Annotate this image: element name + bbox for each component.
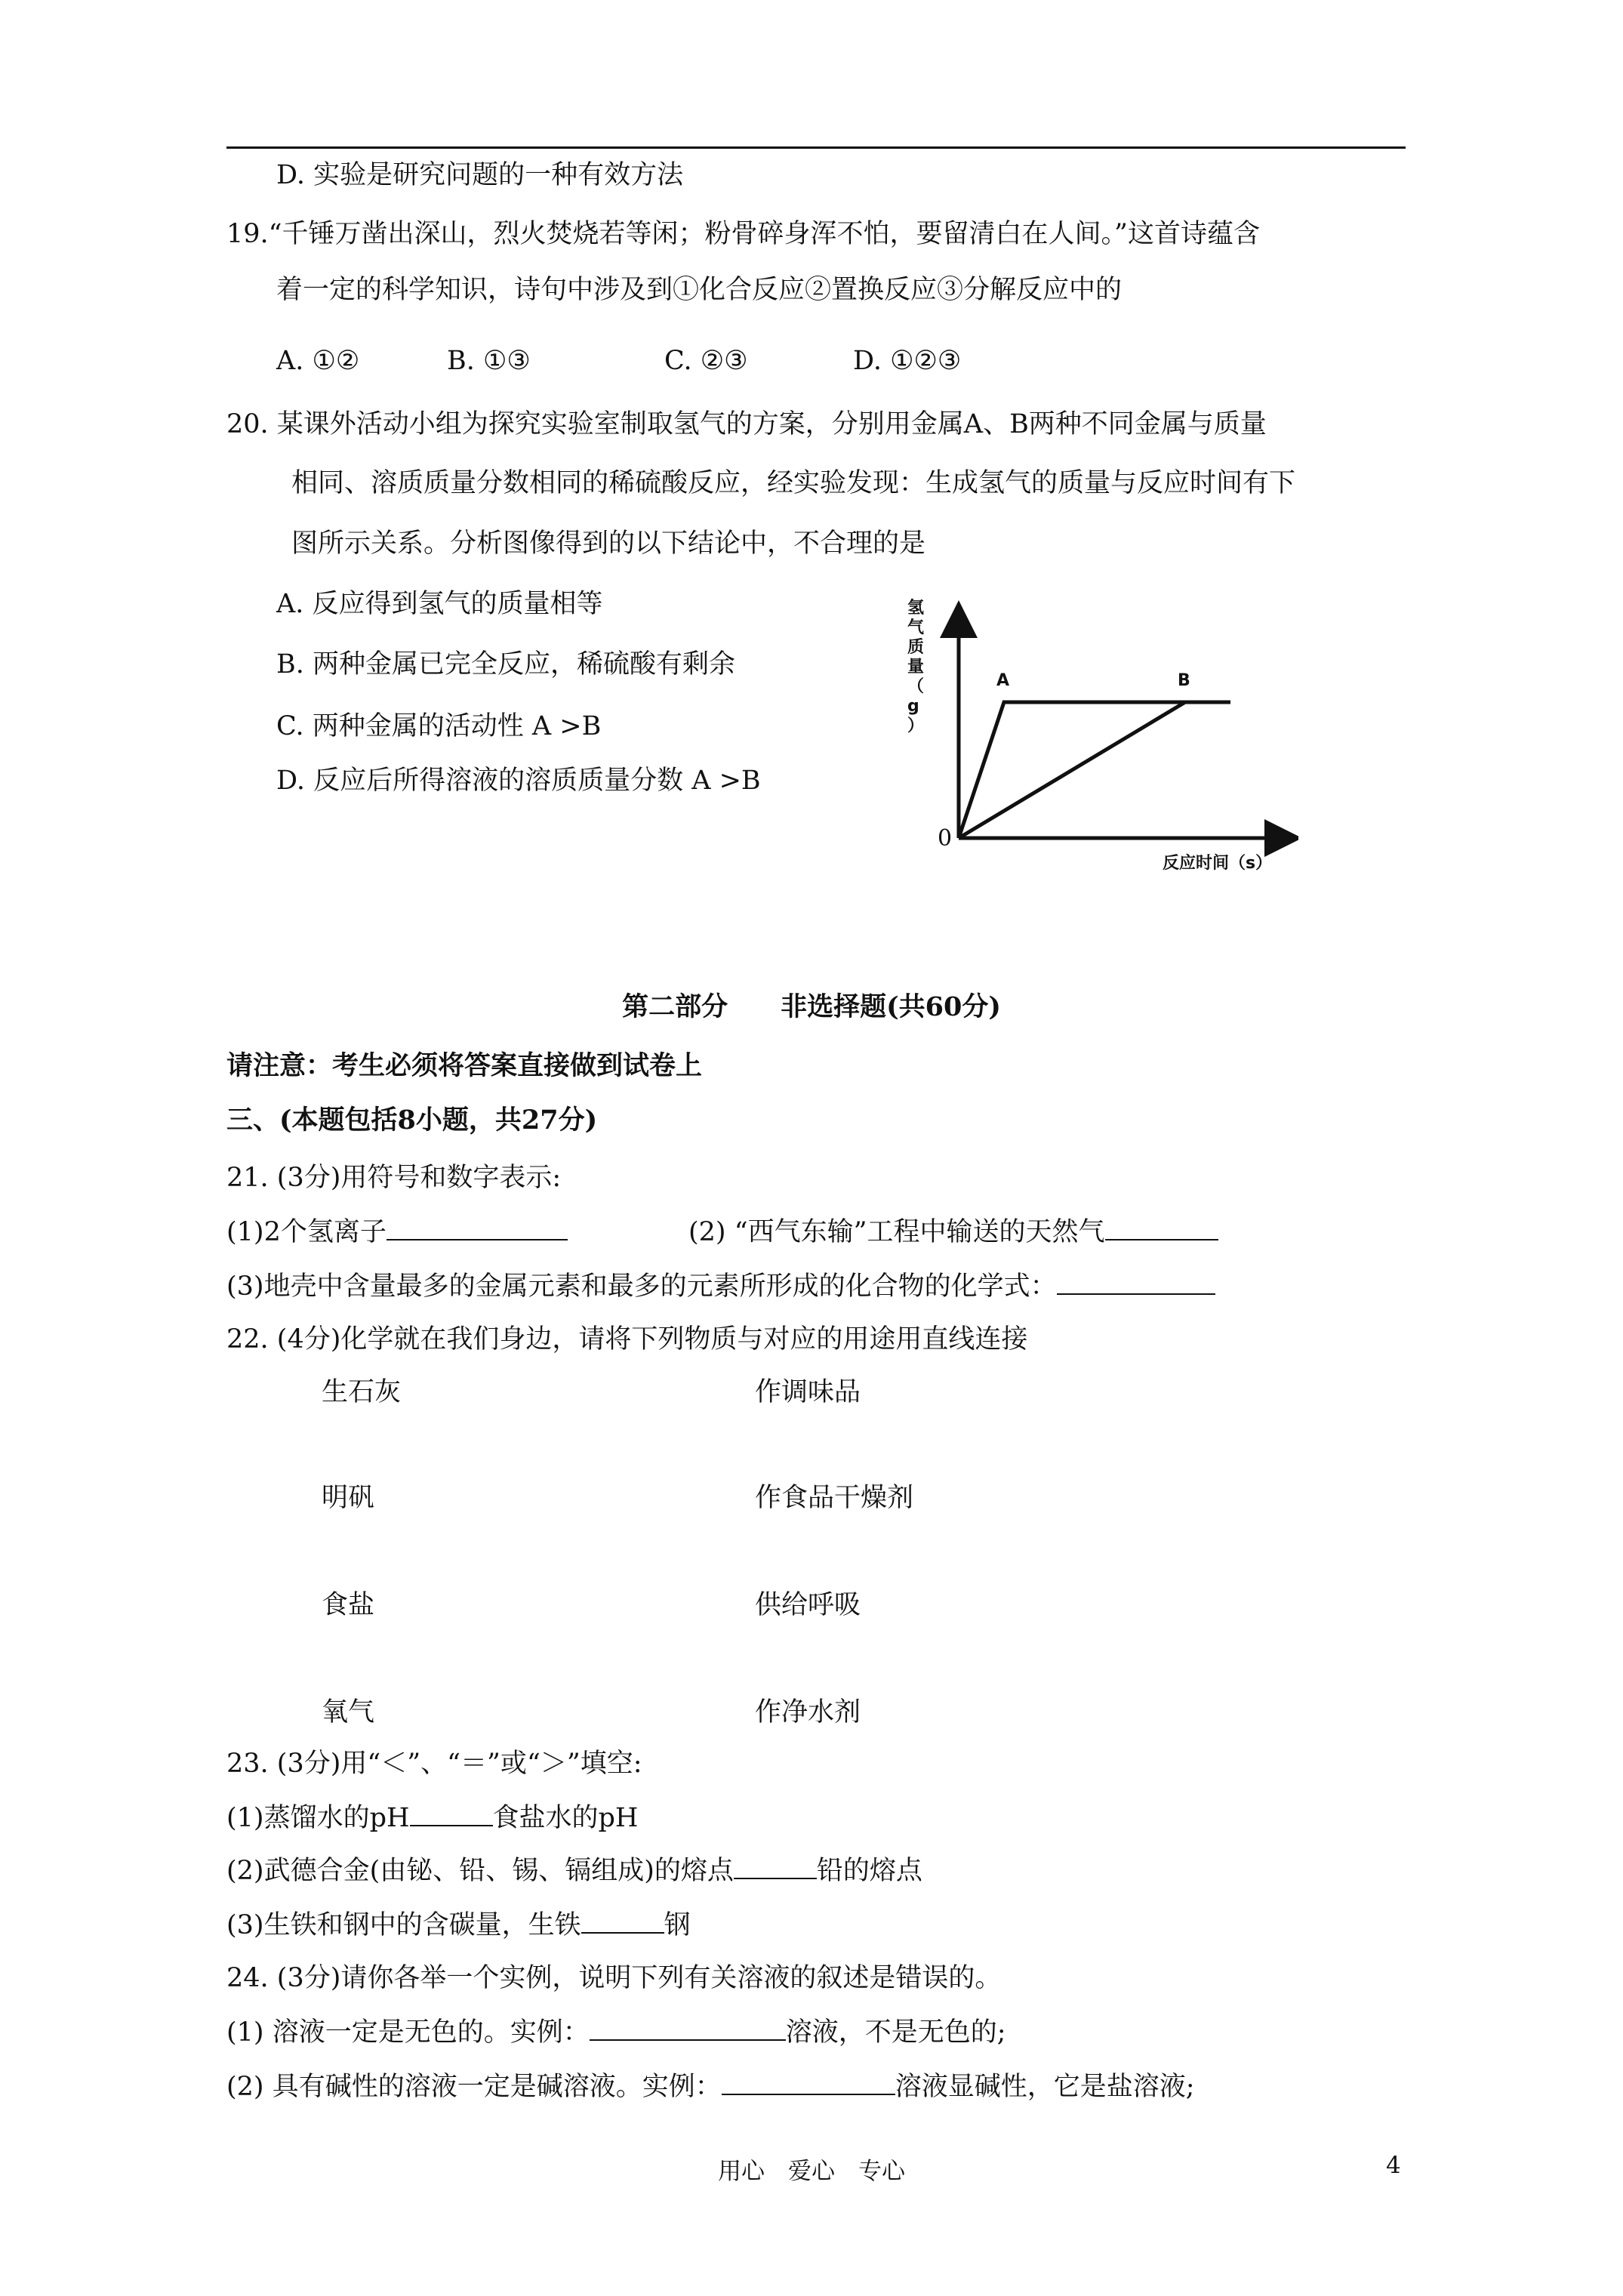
q19-option-d: D. ①②③ bbox=[853, 346, 962, 376]
q21-item3 bbox=[226, 1270, 1215, 1303]
q23-item2-blank[interactable] bbox=[734, 1855, 817, 1879]
origin-label: 0 bbox=[938, 825, 953, 852]
q20-line1: 20. 某课外活动小组为探究实验室制取氢气的方案，分别用金属A、B两种不同金属与质量 bbox=[226, 409, 1267, 439]
q22-use-1: 作调味品 bbox=[755, 1377, 861, 1407]
q23-item1-text-a: (1)蒸馏水的pH bbox=[226, 1803, 410, 1833]
series-B-label: B bbox=[1178, 671, 1190, 690]
part2-heading: 第二部分 非选择题(共60分) bbox=[622, 991, 1001, 1022]
hydrogen-mass-chart bbox=[891, 596, 1298, 883]
q22-substance-1: 生石灰 bbox=[322, 1377, 402, 1407]
x-axis-label: 反应时间（s） bbox=[1163, 854, 1273, 873]
q20-option-a: A. 反应得到氢气的质量相等 bbox=[276, 589, 603, 619]
q21-item1-blank[interactable] bbox=[387, 1216, 568, 1240]
q19-line2: 着一定的科学知识，诗句中涉及到①化合反应②置换反应③分解反应中的 bbox=[276, 275, 1123, 305]
q21-item2 bbox=[688, 1216, 1218, 1249]
q24-item1-blank[interactable] bbox=[590, 2017, 786, 2041]
q24-item1-text-b: 溶液，不是无色的; bbox=[785, 2017, 1006, 2048]
footer-motto: 用心 爱心 专心 bbox=[718, 2158, 905, 2185]
q20-option-d: D. 反应后所得溶液的溶质质量分数 A >B bbox=[276, 766, 761, 796]
q20-line3: 图所示关系。分析图像得到的以下结论中，不合理的是 bbox=[291, 529, 926, 559]
q20-line2: 相同、溶质质量分数相同的稀硫酸反应，经实验发现：生成氢气的质量与反应时间有下 bbox=[291, 468, 1296, 498]
q22-substance-3: 食盐 bbox=[322, 1590, 375, 1620]
q21-item3-text: (3)地壳中含量最多的金属元素和最多的元素所形成的化合物的化学式： bbox=[226, 1271, 1057, 1302]
q22-use-3: 供给呼吸 bbox=[755, 1590, 861, 1620]
q19-option-b: B. ①③ bbox=[447, 346, 531, 376]
q19-line1: 19.“千锤万凿出深山，烈火焚烧若等闲；粉骨碎身浑不怕，要留清白在人间。”这首诗蕴含 bbox=[226, 219, 1260, 249]
y-axis-label-text: 氢气质量（ g ） bbox=[907, 599, 925, 735]
q24-item2-text-b: 溶液显碱性，它是盐溶液; bbox=[895, 2072, 1195, 2102]
q21-item2-text: (2) “西气东输”工程中输送的天然气 bbox=[688, 1217, 1105, 1247]
q23-title: 23. (3分)用“＜”、“＝”或“＞”填空: bbox=[226, 1749, 642, 1779]
q22-use-2: 作食品干燥剂 bbox=[755, 1483, 914, 1513]
q24-item2 bbox=[226, 2070, 1195, 2103]
y-axis-label bbox=[907, 598, 925, 735]
part2-notice: 请注意：考生必须将答案直接做到试卷上 bbox=[226, 1050, 703, 1081]
q24-item1-text-a: (1) 溶液一定是无色的。实例： bbox=[226, 2017, 590, 2048]
q22-substance-2: 明矾 bbox=[322, 1483, 375, 1513]
q22-use-4: 作净水剂 bbox=[755, 1697, 861, 1727]
q21-item1-text: (1)2个氢离子 bbox=[226, 1217, 387, 1247]
series-A-line bbox=[959, 702, 1230, 838]
q23-item1 bbox=[226, 1801, 638, 1835]
q23-item2-text-b: 铅的熔点 bbox=[816, 1856, 922, 1886]
series-A-label: A bbox=[996, 671, 1010, 690]
q23-item2-text-a: (2)武德合金(由铋、铅、锡、镉组成)的熔点 bbox=[226, 1856, 734, 1886]
header-rule bbox=[226, 146, 1406, 149]
q21-item3-blank[interactable] bbox=[1057, 1271, 1215, 1295]
q20-option-b: B. 两种金属已完全反应，稀硫酸有剩余 bbox=[276, 649, 735, 680]
q22-title: 22. (4分)化学就在我们身边，请将下列物质与对应的用途用直线连接 bbox=[226, 1324, 1028, 1354]
q23-item3-blank[interactable] bbox=[581, 1909, 664, 1934]
q23-item1-blank[interactable] bbox=[410, 1802, 493, 1826]
q23-item3 bbox=[226, 1909, 691, 1942]
q22-substance-4: 氧气 bbox=[322, 1697, 375, 1727]
q23-item2 bbox=[226, 1854, 922, 1888]
q21-item1 bbox=[226, 1216, 568, 1249]
q23-item1-text-b: 食盐水的pH bbox=[492, 1803, 639, 1833]
q24-item2-text-a: (2) 具有碱性的溶液一定是碱溶液。实例： bbox=[226, 2072, 722, 2102]
q20-option-c: C. 两种金属的活动性 A >B bbox=[276, 711, 602, 741]
q24-item2-blank[interactable] bbox=[722, 2071, 895, 2095]
q23-item3-text-b: 钢 bbox=[664, 1910, 691, 1940]
q21-title: 21. (3分)用符号和数字表示: bbox=[226, 1163, 562, 1193]
page-number: 4 bbox=[1386, 2152, 1401, 2179]
section3-heading: 三、(本题包括8小题，共27分) bbox=[226, 1105, 598, 1136]
q24-item1 bbox=[226, 2016, 1006, 2049]
q19-option-c: C. ②③ bbox=[664, 346, 748, 376]
q18-option-d: D. 实验是研究问题的一种有效方法 bbox=[276, 160, 684, 190]
series-B-line bbox=[959, 702, 1230, 838]
q24-title: 24. (3分)请你各举一个实例，说明下列有关溶液的叙述是错误的。 bbox=[226, 1963, 1002, 1993]
q23-item3-text-a: (3)生铁和钢中的含碳量，生铁 bbox=[226, 1910, 581, 1940]
q21-item2-blank[interactable] bbox=[1105, 1216, 1218, 1240]
q19-option-a: A. ①② bbox=[276, 346, 360, 376]
